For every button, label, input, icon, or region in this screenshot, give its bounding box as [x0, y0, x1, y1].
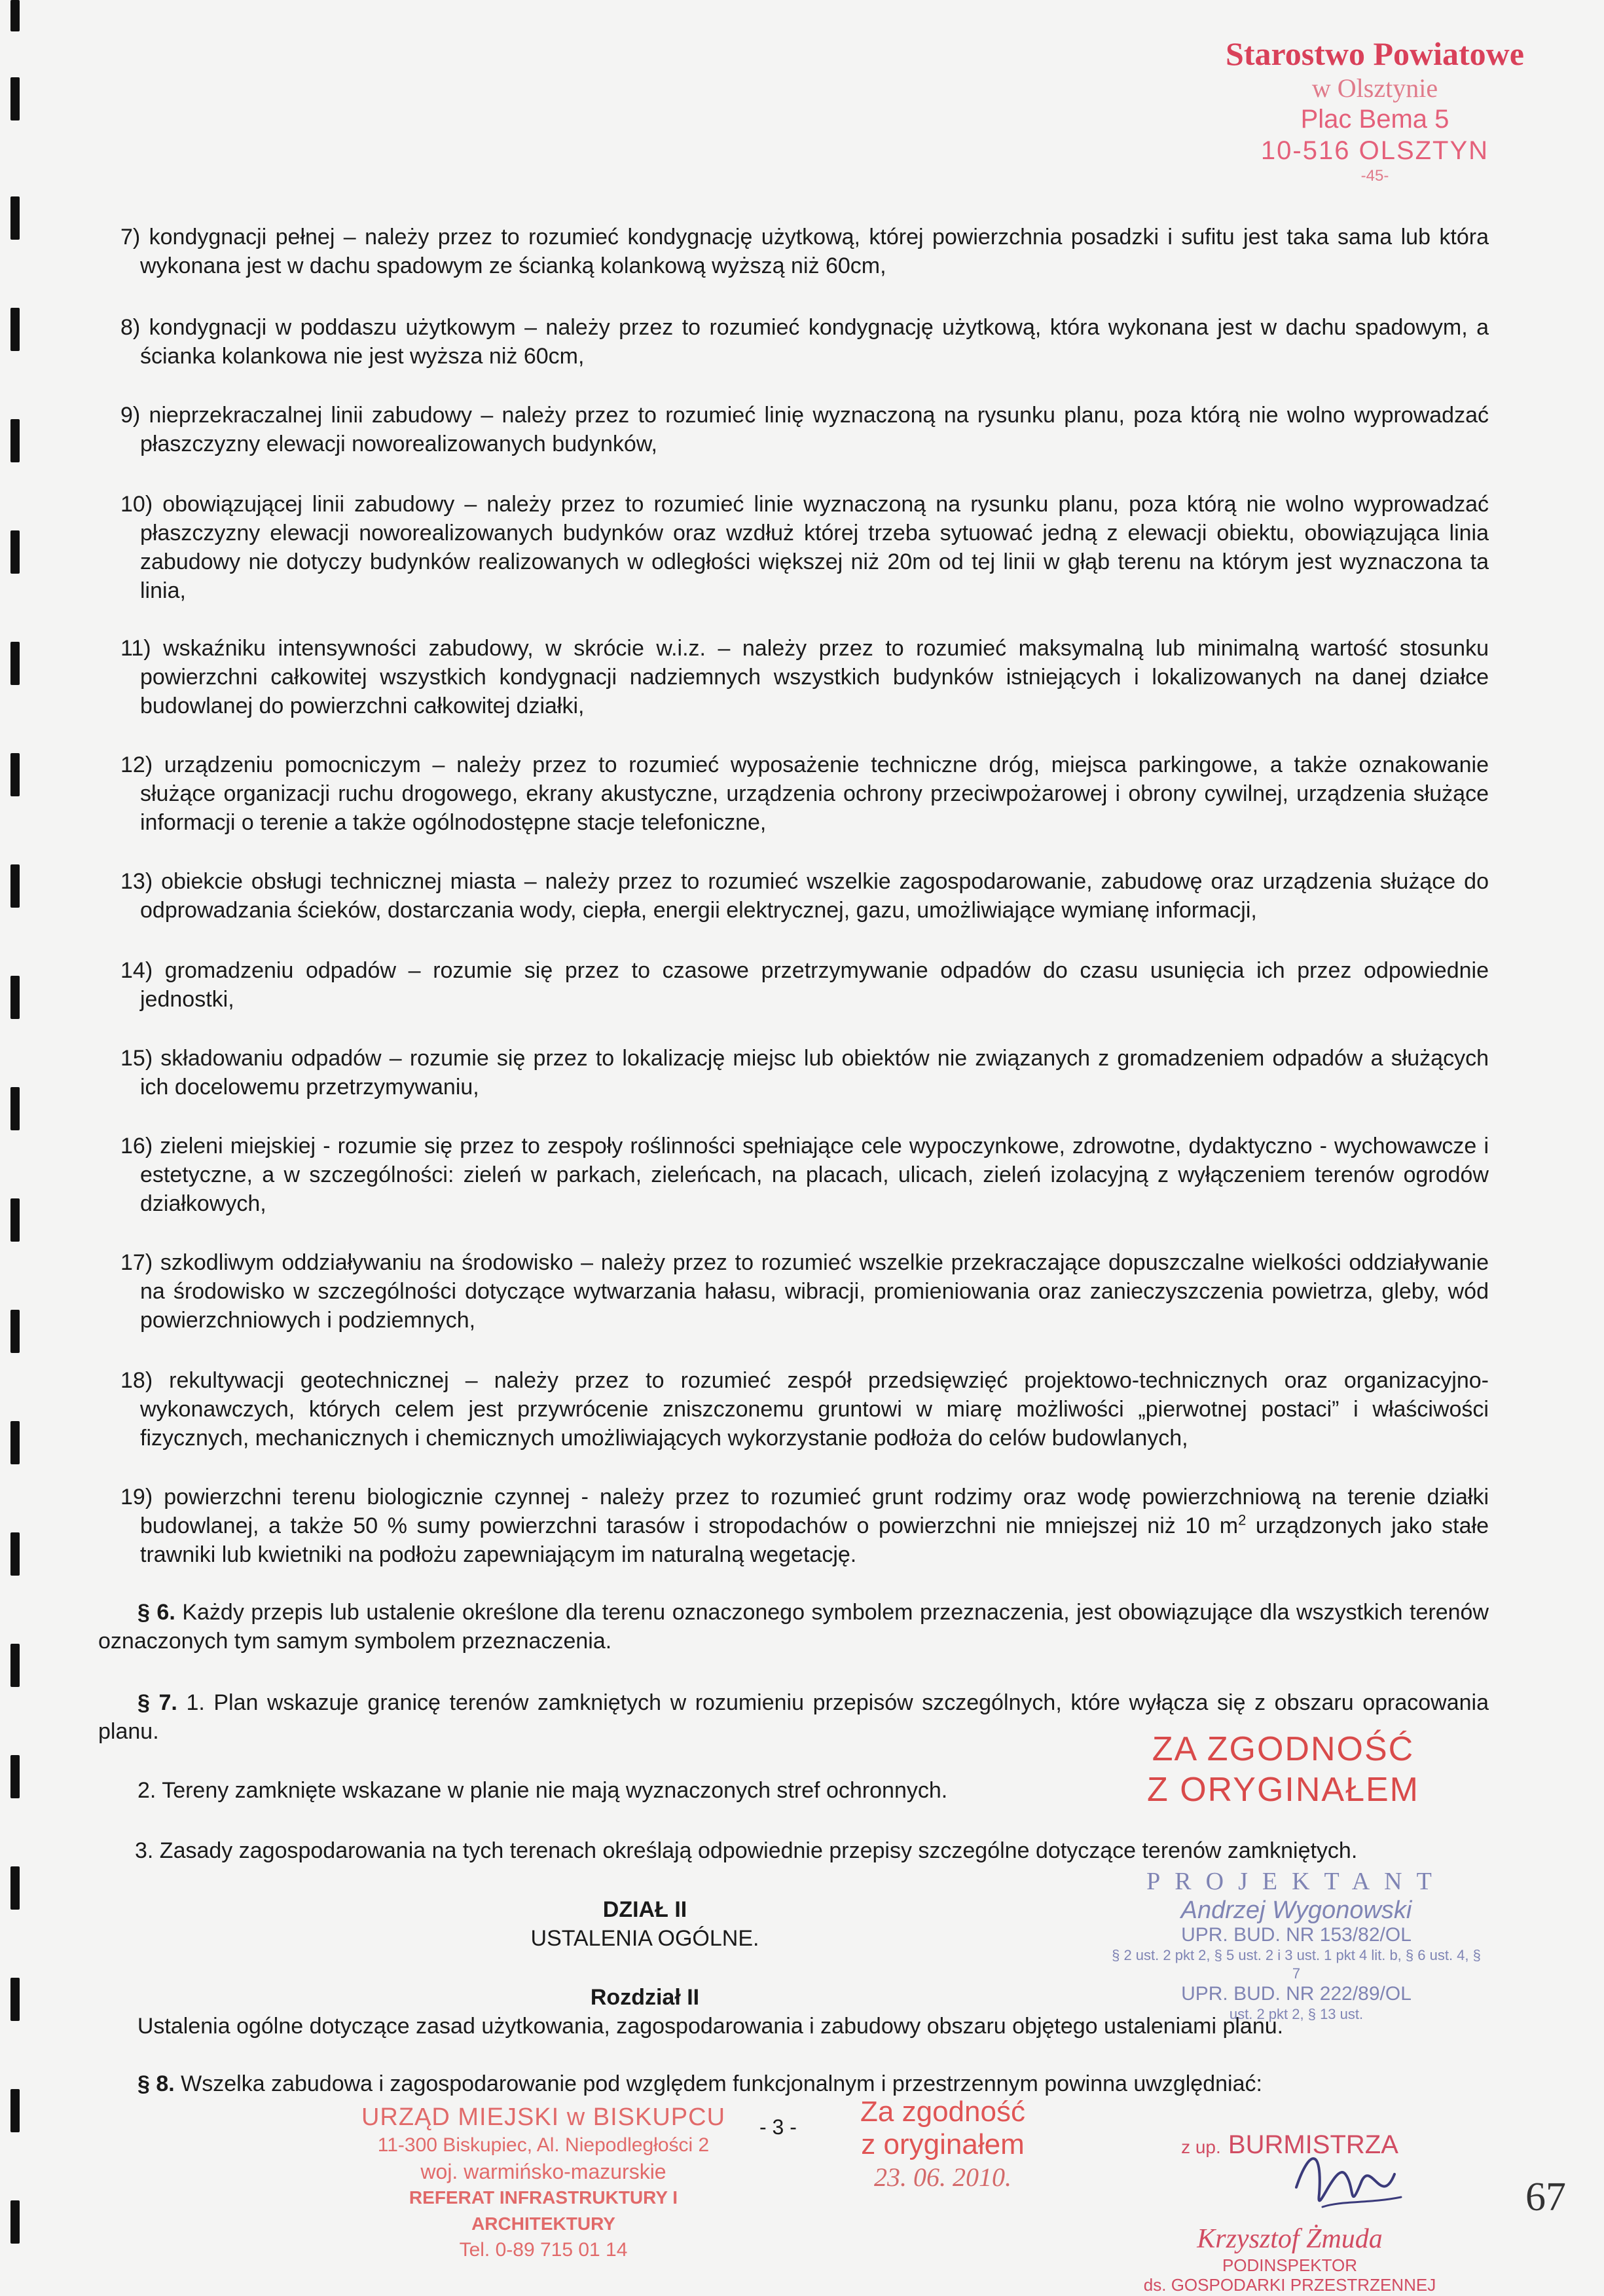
stamp-line: Krzysztof Żmuda [1197, 2224, 1383, 2254]
section-title: DZIAŁ II [602, 1897, 687, 1922]
stamp-line: PROJEKTANT [1146, 1868, 1446, 1895]
stamp-line: UPR. BUD. NR 222/89/OL [1181, 1983, 1412, 2005]
stamp-line: z oryginałem [861, 2128, 1025, 2160]
binding-mark [10, 2089, 20, 2132]
binding-mark [10, 753, 20, 796]
definition-item: 14) gromadzeniu odpadów – rozumie się przez to czasowe przetrzymywanie odpadów do czasu usunięcia ich przez odpowiednie jednostki, [120, 958, 1489, 1012]
stamp-line: ds. GOSPODARKI PRZESTRZENNEJ [1143, 2275, 1436, 2295]
paragraph-6 [98, 1598, 1489, 1656]
stamp-line: § 2 ust. 2 pkt 2, § 5 ust. 2 i 3 ust. 1 pkt 4 lit. b, § 6 ust. 4, § 7 [1112, 1947, 1481, 1982]
definition-item: 10) obowiązującej linii zabudowy – należy przez to rozumieć linie wyznaczoną na rysunku planu, poza którą nie wolno wyprowadzać płaszczyzny elewacji noworealizowanych budynków oraz wzdłuż której trzeba sytuować jedną z elewacji obiektu, obowiązująca linia zabudowy nie dotyczy budynków realizowanych w odległości większej niż 20m od tej linii w głąb terenu na którym jest wyznaczona ta linia, [120, 492, 1489, 603]
stamp-line: PODINSPEKTOR [1222, 2255, 1358, 2275]
stamp-prefix: z up. [1181, 2137, 1221, 2157]
paragraph-8 [98, 2069, 1489, 2098]
definition-item: 9) nieprzekraczalnej linii zabudowy – należy przez to rozumieć linię wyznaczoną na rysunku planu, poza którą nie wolno wyprowadzać płaszczyzny elewacji noworealizowanych budynków, [120, 403, 1489, 456]
binding-mark [10, 2200, 20, 2244]
definition-item: 18) rekultywacji geotechnicznej – należy przez to rozumieć zespół przedsięwzięć projektowo-technicznych oraz organizacyjno-wykonawczych, których celem jest przywrócenie zniszczonemu gruntowi w miarę możliwości „pierwotnej postaci” i właściwości fizycznych, mechanicznych i chemicznych umożliwiających wykorzystanie podłoża do celów budowlanych, [120, 1368, 1489, 1451]
definition-item: 15) składowaniu odpadów – rozumie się przez to lokalizację miejsc lub obiektów nie związanych z gromadzeniem odpadów a służących ich docelowemu przetrzymywaniu, [120, 1046, 1489, 1100]
stamp-line: ust. 2 pkt 2, § 13 ust. [1229, 2006, 1364, 2022]
chapter-subtitle: Ustalenia ogólne dotyczące zasad użytkowania, zagospodarowania i zabudowy obszaru objętego ustaleniami planu. [137, 2014, 1284, 2039]
stamp-line: Plac Bema 5 [1300, 105, 1449, 134]
section-subtitle: USTALENIA OGÓLNE. [530, 1926, 759, 1951]
definition-item: 7) kondygnacji pełnej – należy przez to rozumieć kondygnację użytkową, której powierzchnia posadzki i sufitu jest taka sama lub która wykonana jest w dachu spadowym ze ścianką kolankową wyższą niż 60cm, [120, 225, 1489, 278]
stamp-line: BURMISTRZA [1228, 2130, 1398, 2159]
paragraph-text: Każdy przepis lub ustalenie określone dla terenu oznaczonego symbolem przeznaczenia, jest obowiązujące dla wszystkich terenów oznaczonych tym samym symbolem przeznaczenia. [98, 1600, 1489, 1654]
signature-icon [1283, 2135, 1414, 2233]
binding-mark [10, 1644, 20, 1687]
binding-mark [10, 1198, 20, 1242]
stamp-line: URZĄD MIEJSKI w BISKUPCU [361, 2103, 726, 2131]
stamp-line: woj. warmińsko-mazurskie [420, 2160, 666, 2183]
town-office-stamp [340, 2102, 746, 2263]
stamp-line: Starostwo Powiatowe [1226, 35, 1524, 72]
stamp-line: Za zgodność [860, 2096, 1025, 2128]
superscript: 2 [1238, 1511, 1247, 1528]
designer-stamp [1106, 1866, 1486, 2024]
binding-mark [10, 1087, 20, 1130]
stamp-date: 23. 06. 2010. [874, 2162, 1012, 2192]
paragraph-label: § 6. [137, 1600, 175, 1625]
binding-mark [10, 77, 20, 120]
binding-mark [10, 642, 20, 685]
stamp-line: REFERAT INFRASTRUKTURY I ARCHITEKTURY [409, 2187, 678, 2234]
binding-mark [10, 864, 20, 908]
binding-mark [10, 1755, 20, 1798]
stamp-line: Tel. 0-89 715 01 14 [459, 2239, 628, 2261]
definition-item [120, 1483, 1489, 1569]
binding-mark [10, 419, 20, 462]
stamp-line: UPR. BUD. NR 153/82/OL [1181, 1924, 1412, 1946]
paragraph-7-point-3: 3. Zasady zagospodarowania na tych terenach określają odpowiednie przepisy szczególne dotyczące terenów zamkniętych. [135, 1838, 1358, 1863]
binding-mark [10, 530, 20, 574]
paragraph-label: § 7. [137, 1690, 177, 1715]
stamp-line: 10-516 OLSZTYN [1260, 136, 1489, 165]
paragraph-7-point-2: 2. Tereny zamknięte wskazane w planie nie mają wyznaczonych stref ochronnych. [137, 1778, 948, 1803]
definition-item: 12) urządzeniu pomocniczym – należy przez to rozumieć wyposażenie techniczne dróg, miejsca parkingowe, a także oznakowanie służące organizacji ruchu drogowego, ekrany akustyczne, urządzenia ochrony przeciwpożarowej i obrony cywilnej, urządzenia służące informacji o terenie a także ogólnodostępne stacje telefoniczne, [120, 752, 1489, 835]
item-text: urządzonych jako stałe trawniki lub kwietniki na podłożu zapewniającym im naturalną wegetację. [140, 1513, 1489, 1567]
stamp-line: w Olsztynie [1311, 73, 1438, 103]
definition-item: 13) obiekcie obsługi technicznej miasta – należy przez to rozumieć wszelkie zagospodarowanie, zabudowę oraz urządzenia służące do odprowadzania ścieków, dostarczania wody, ciepła, energii elektrycznej, gazu, umożliwiające wymianę informacji, [120, 869, 1489, 923]
binding-mark [10, 308, 20, 351]
stamp-line: 11-300 Biskupiec, Al. Niepodległości 2 [377, 2134, 710, 2156]
definition-item: 8) kondygnacji w poddaszu użytkowym – należy przez to rozumieć kondygnację użytkową, która wykonana jest w dachu spadowym, a ścianka kolankowa nie jest wyższa niż 60cm, [120, 315, 1489, 369]
binding-mark [10, 976, 20, 1019]
sheet-number: 67 [1525, 2175, 1566, 2219]
page-number: - 3 - [759, 2115, 797, 2139]
stamp-line: -45- [1360, 167, 1389, 185]
item-text: 19) powierzchni terenu biologicznie czynnej - należy przez to rozumieć grunt rodzimy oraz wodę powierzchniową na terenie działki budowlanej, a także 50 % sumy powierzchni tarasów i stropodachów o powierzchni nie mniejszej niż 10 m [120, 1485, 1489, 1538]
binding-mark [10, 1310, 20, 1353]
stamp-line: ZA ZGODNOŚĆ [1152, 1730, 1415, 1768]
binding-mark [10, 196, 20, 240]
certified-copy-stamp-dated [838, 2096, 1048, 2194]
binding-mark [10, 1532, 20, 1576]
definition-item: 11) wskaźniku intensywności zabudowy, w skrócie w.i.z. – należy przez to rozumieć maksymalną lub minimalną wartość stosunku powierzchni całkowitej wszystkich kondygnacji nadziemnych wszystkich budynków istniejących i lokalizowanych na danej działce budowlanej do powierzchni całkowitej działki, [120, 636, 1489, 718]
paragraph-label: § 8. [137, 2071, 175, 2096]
binding-mark [10, 0, 20, 31]
stamp-line: Andrzej Wygonowski [1180, 1897, 1412, 1924]
starostwo-stamp [1178, 34, 1571, 186]
paragraph-text: Wszelka zabudowa i zagospodarowanie pod względem funkcjonalnym i przestrzennym powinna uwzględniać: [174, 2071, 1262, 2096]
definition-item: 17) szkodliwym oddziaływaniu na środowisko – należy przez to rozumieć wszelkie przekraczające dopuszczalne wielkości oddziaływanie na środowisko w szczególności dotyczące wytwarzania hałasu, wibracji, promieniowania oraz zanieczyszczenia powietrza, gleby, wód powierzchniowych i podziemnych, [120, 1250, 1489, 1333]
certified-copy-stamp [1113, 1729, 1453, 1810]
binding-mark [10, 1421, 20, 1464]
stamp-line: Z ORYGINAŁEM [1146, 1771, 1419, 1809]
chapter-title: Rozdział II [590, 1985, 700, 2010]
paragraph-text: 1. Plan wskazuje granicę terenów zamkniętych w rozumieniu przepisów szczególnych, które wyłącza się z obszaru opracowania planu. [98, 1690, 1489, 1744]
definition-item: 16) zieleni miejskiej - rozumie się przez to zespoły roślinności spełniające cele wypoczynkowe, zdrowotne, dydaktyczno - wychowawcze i estetyczne, a w szczególności: zieleń w parkach, zieleńcach, na placach, ulicach, zieleń izolacyjną z wyłączeniem terenów ogrodów działkowych, [120, 1134, 1489, 1216]
